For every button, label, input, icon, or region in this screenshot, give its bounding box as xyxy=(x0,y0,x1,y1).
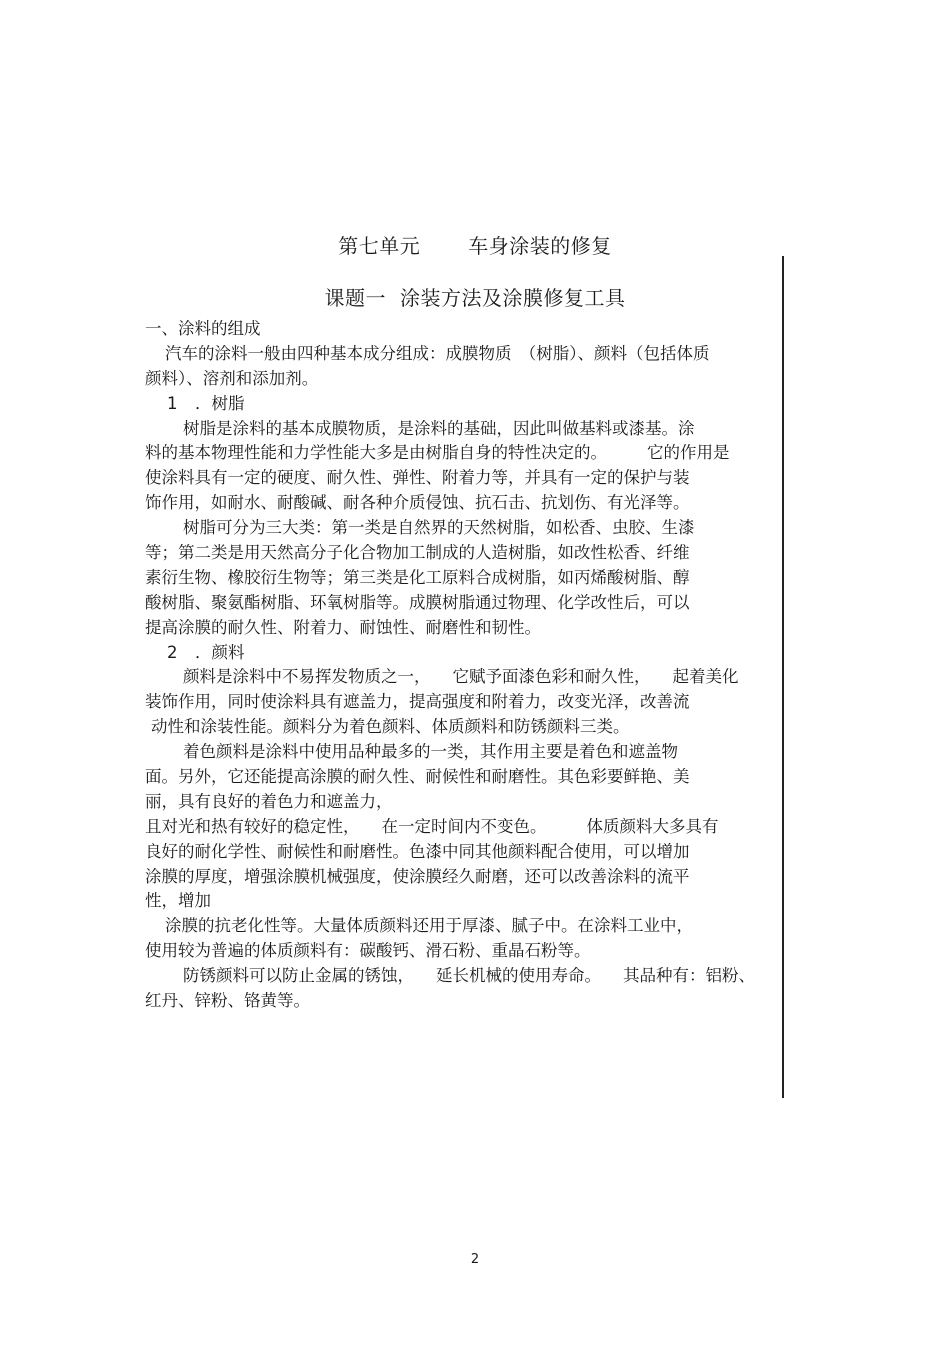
paragraph-line xyxy=(145,441,770,466)
unit-title xyxy=(0,230,950,259)
text-run: 防锈颜料可以防止金属的锈蚀， xyxy=(183,966,414,986)
item-number: 2 xyxy=(167,642,178,662)
lesson-title xyxy=(0,282,950,311)
unit-title-text: 车身涂装的修复 xyxy=(468,234,612,258)
margin-rule xyxy=(782,256,784,1098)
text-run: 它的作用是 xyxy=(647,443,730,463)
text-run: 其品种有：铝粉、 xyxy=(623,966,755,986)
item-heading-resin xyxy=(145,392,770,417)
paragraph-line: 涂膜的厚度，增强涂膜机械强度，使涂膜经久耐磨，还可以改善涂料的流平 xyxy=(145,866,690,886)
text-run: 体质颜料大多具有 xyxy=(586,816,719,836)
body-text xyxy=(145,317,770,1014)
paragraph-line: 动性和涂装性能。颜料分为着色颜料、体质颜料和防锈颜料三类。 xyxy=(151,717,630,737)
paragraph-line: 使涂料具有一定的硬度、耐久性、弹性、附着力等，并具有一定的保护与装 xyxy=(145,468,690,488)
paragraph-line: 等；第二类是用天然高分子化合物加工制成的人造树脂，如改性松香、纤维 xyxy=(145,543,690,563)
paragraph-line: 着色颜料是涂料中使用品种最多的一类，其作用主要是着色和遮盖物 xyxy=(183,742,678,762)
text-run: 且对光和热有较好的稳定性， xyxy=(145,816,360,836)
item-number: 1 xyxy=(167,393,178,413)
paragraph-line xyxy=(145,815,770,840)
paragraph-line xyxy=(145,665,770,690)
item-heading-pigment xyxy=(145,641,770,666)
paragraph-line xyxy=(145,964,770,989)
paragraph-line: 汽车的涂料一般由四种基本成分组成：成膜物质 （树脂）、颜料（包括体质 xyxy=(165,343,710,363)
text-run: 料的基本物理性能和力学性能大多是由树脂自身的特性决定的。 xyxy=(145,443,607,463)
section-heading: 一、涂料的组成 xyxy=(145,319,261,338)
paragraph-line: 丽，具有良好的着色力和遮盖力， xyxy=(145,791,393,811)
text-run: 它赋予面漆色彩和耐久性， xyxy=(452,667,651,687)
paragraph-line: 树脂是涂料的基本成膜物质，是涂料的基础，因此叫做基料或漆基。涂 xyxy=(183,418,695,438)
paragraph-line: 装饰作用，同时使涂料具有遮盖力，提高强度和附着力，改变光泽，改善流 xyxy=(145,692,690,712)
paragraph-line: 性，增加 xyxy=(145,891,211,911)
text-run: 延长机械的使用寿命。 xyxy=(436,966,601,986)
paragraph-line: 涂膜的抗老化性等。大量体质颜料还用于厚漆、腻子中。在涂料工业中， xyxy=(165,916,693,936)
item-title: ．颜料 xyxy=(195,642,245,662)
paragraph-line: 树脂可分为三大类：第一类是自然界的天然树脂，如松香、虫胶、生漆 xyxy=(183,518,695,538)
item-title: ．树脂 xyxy=(195,393,245,413)
paragraph-line: 良好的耐化学性、耐候性和耐磨性。色漆中同其他颜料配合使用，可以增加 xyxy=(145,841,690,861)
lesson-title-number: 课题一 xyxy=(324,286,386,310)
paragraph-line: 提高涂膜的耐久性、附着力、耐蚀性、耐磨性和韧性。 xyxy=(145,617,541,637)
text-run: 起着美化 xyxy=(672,667,739,687)
page-number: 2 xyxy=(470,1252,480,1267)
lesson-title-text: 涂装方法及涂膜修复工具 xyxy=(400,286,626,310)
paragraph-line: 颜料）、溶剂和添加剂。 xyxy=(145,368,319,388)
paragraph-line: 面。另外，它还能提高涂膜的耐久性、耐候性和耐磨性。其色彩要鲜艳、美 xyxy=(145,767,690,787)
unit-title-number: 第七单元 xyxy=(338,234,421,258)
paragraph-line: 使用较为普遍的体质颜料有：碳酸钙、滑石粉、重晶石粉等。 xyxy=(145,941,591,961)
text-run: 在一定时间内不变色。 xyxy=(381,816,547,836)
text-run: 颜料是涂料中不易挥发物质之一， xyxy=(183,667,431,687)
paragraph-line: 饰作用，如耐水、耐酸碱、耐各种介质侵蚀、抗石击、抗划伤、有光泽等。 xyxy=(145,493,690,513)
paragraph-line: 红丹、锌粉、铬黄等。 xyxy=(145,991,310,1011)
paragraph-line: 酸树脂、聚氨酯树脂、环氧树脂等。成膜树脂通过物理、化学改性后，可以 xyxy=(145,592,690,612)
paragraph-line: 素衍生物、橡胶衍生物等；第三类是化工原料合成树脂，如丙烯酸树脂、醇 xyxy=(145,567,690,587)
